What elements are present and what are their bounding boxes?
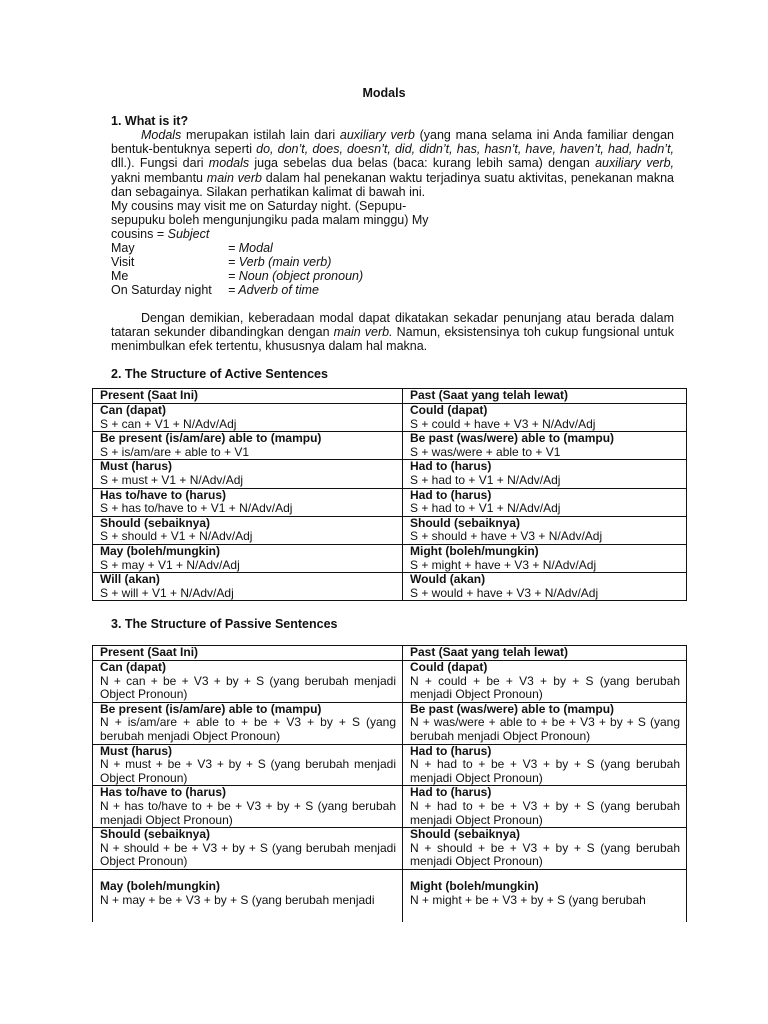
text-run: (yang mana selama ini Anda familiar dengan bentuk-bentuknya seperti: [111, 128, 675, 157]
modal-formula: S + may + V1 + N/Adv/Adj: [100, 557, 240, 572]
italic-run: auxiliary verb,: [595, 156, 674, 171]
part-word: Me: [111, 269, 129, 283]
part-row-adverb: [111, 283, 319, 297]
modal-name: Will (akan): [100, 572, 160, 587]
modal-name: Has to/have to (harus): [100, 785, 227, 800]
modal-name: Be past (was/were) able to (mampu): [410, 701, 615, 716]
modal-formula: N + is/am/are + able to + be + V3 + by + S (yang berubah menjadi Object Pronoun): [100, 715, 396, 743]
text-run: juga sebelas dua belas (baca: kurang lebih sama) dengan: [249, 156, 596, 171]
table-row: [93, 404, 687, 432]
col-header-present: Present (Saat Ini): [93, 646, 403, 661]
present-cell: [93, 544, 403, 572]
modal-formula: S + has to/have to + V1 + N/Adv/Adj: [100, 501, 293, 516]
present-cell: [93, 488, 403, 516]
active-structure-table: [92, 388, 687, 601]
table-row: [93, 432, 687, 460]
text-run: merupakan istilah lain dari: [181, 128, 340, 142]
present-cell: [93, 880, 403, 922]
italic-run: Modals: [141, 128, 182, 142]
modal-formula: S + might + have + V3 + N/Adv/Adj: [410, 557, 597, 572]
table-row: [93, 661, 687, 703]
modal-name: Be present (is/am/are) able to (mampu): [100, 701, 322, 716]
table-header-row: [93, 389, 687, 404]
table-header-row: [93, 646, 687, 661]
past-cell: [403, 516, 687, 544]
table-row: [93, 573, 687, 601]
table-row: [93, 488, 687, 516]
part-word: On Saturday night: [111, 283, 212, 297]
modal-formula: S + had to + V1 + N/Adv/Adj: [410, 501, 561, 516]
past-cell: [403, 828, 687, 870]
modal-formula: S + will + V1 + N/Adv/Adj: [100, 585, 234, 600]
present-cell: [93, 404, 403, 432]
passive-table-body: [93, 646, 687, 922]
present-cell: [93, 786, 403, 828]
modal-name: Might (boleh/mungkin): [410, 543, 539, 558]
table-row: [93, 544, 687, 572]
modal-formula: S + would + have + V3 + N/Adv/Adj: [410, 585, 599, 600]
table-row: [93, 516, 687, 544]
modal-name: Had to (harus): [410, 743, 492, 758]
italic-run: auxiliary verb: [339, 128, 415, 142]
table-row: [93, 744, 687, 786]
present-cell: [93, 828, 403, 870]
example-line-3-prefix: cousins =: [111, 227, 168, 241]
modal-name: Might (boleh/mungkin): [410, 878, 539, 893]
past-cell: [403, 661, 687, 703]
modal-formula: S + should + V1 + N/Adv/Adj: [100, 529, 253, 544]
modal-name: Should (sebaiknya): [410, 827, 521, 842]
modal-formula: S + had to + V1 + N/Adv/Adj: [410, 472, 561, 487]
modal-name: Had to (harus): [410, 459, 492, 474]
example-line-3: [111, 227, 209, 241]
active-table-body: [93, 389, 687, 601]
section-3-heading: 3. The Structure of Passive Sentences: [111, 617, 338, 631]
modal-name: Should (sebaiknya): [100, 827, 211, 842]
part-row-verb: [111, 255, 331, 269]
passive-structure-table: [92, 645, 687, 922]
modal-name: Had to (harus): [410, 487, 492, 502]
modal-name: Be present (is/am/are) able to (mampu): [100, 431, 322, 446]
present-cell: [93, 460, 403, 488]
part-role: = Adverb of time: [228, 283, 319, 297]
modal-formula: N + must + be + V3 + by + S (yang berubah menjadi Object Pronoun): [100, 757, 396, 785]
page-title: Modals: [362, 86, 406, 100]
present-cell: [93, 432, 403, 460]
modal-name: Could (dapat): [410, 403, 488, 417]
text-run: dll.). Fungsi dari: [111, 156, 209, 171]
modal-name: May (boleh/mungkin): [100, 543, 220, 558]
modal-name: Would (akan): [410, 572, 486, 587]
col-header-past: Past (Saat yang telah lewat): [403, 646, 687, 661]
modal-formula: N + had to + be + V3 + by + S (yang berubah menjadi Object Pronoun): [410, 798, 680, 827]
col-header-past: Past (Saat yang telah lewat): [403, 389, 687, 404]
present-cell: [93, 744, 403, 786]
conclusion-paragraph: [111, 311, 674, 354]
modal-formula: N + should + be + V3 + by + S (yang berubah menjadi Object Pronoun): [100, 840, 396, 869]
modal-formula: N + could + be + V3 + by + S (yang berubah menjadi Object Pronoun): [410, 673, 680, 702]
present-cell: [93, 661, 403, 703]
modal-name: Should (sebaiknya): [100, 515, 211, 530]
modal-name: Had to (harus): [410, 785, 492, 800]
table-row: [93, 828, 687, 870]
modal-formula: S + should + have + V3 + N/Adv/Adj: [410, 529, 603, 544]
present-cell: [93, 516, 403, 544]
past-cell: [403, 544, 687, 572]
italic-run: modals: [208, 156, 250, 171]
modal-formula: S + could + have + V3 + N/Adv/Adj: [410, 416, 596, 431]
part-word: Visit: [111, 255, 135, 269]
modal-name: Can (dapat): [100, 660, 166, 674]
modal-name: Should (sebaiknya): [410, 515, 521, 530]
modal-name: Has to/have to (harus): [100, 487, 227, 502]
past-cell: [403, 432, 687, 460]
table-row: [93, 702, 687, 744]
italic-run: do, don’t, does, doesn’t, did, didn’t, has, hasn’t, have, haven’t, had, hadn’t,: [256, 142, 675, 157]
present-cell: [93, 573, 403, 601]
text-run: yakni membantu: [111, 170, 207, 185]
intro-paragraph: [111, 128, 674, 199]
part-role: = Modal: [228, 241, 273, 255]
past-cell: [403, 404, 687, 432]
modal-formula: N + should + be + V3 + by + S (yang berubah menjadi Object Pronoun): [410, 840, 680, 869]
col-header-present: Present (Saat Ini): [93, 389, 403, 404]
modal-formula: S + must + V1 + N/Adv/Adj: [100, 472, 244, 487]
modal-name: Be past (was/were) able to (mampu): [410, 431, 615, 446]
modal-formula: S + is/am/are + able to + V1: [100, 444, 250, 459]
past-cell: [403, 460, 687, 488]
section-1-heading: 1. What is it?: [111, 114, 189, 128]
modal-formula: N + has to/have to + be + V3 + by + S (yang berubah menjadi Object Pronoun): [100, 798, 396, 827]
part-row-modal: [111, 241, 273, 255]
modal-formula: N + had to + be + V3 + by + S (yang berubah menjadi Object Pronoun): [410, 757, 680, 785]
table-row: [93, 460, 687, 488]
past-cell: [403, 573, 687, 601]
example-line-3-role: Subject: [167, 227, 210, 241]
modal-formula: N + can + be + V3 + by + S (yang berubah menjadi Object Pronoun): [100, 673, 396, 702]
text-run: Namun, eksistensinya toh cukup fungsional untuk menimbulkan efek tertentu, khususnya dalam hal makna.: [111, 325, 674, 354]
table-row: [93, 786, 687, 828]
example-line-2: sepupuku boleh mengunjungiku pada malam minggu) My: [111, 213, 429, 227]
past-cell: [403, 786, 687, 828]
modal-name: Must (harus): [100, 459, 172, 474]
modal-formula: S + was/were + able to + V1: [410, 444, 561, 459]
past-cell: [403, 488, 687, 516]
text-run: Dengan demikian, keberadaan modal dapat dikatakan sekadar penunjang atau berada dalam tataran sekunder dibandingkan dengan: [111, 311, 674, 340]
past-cell: [403, 702, 687, 744]
text-run: dalam hal penekanan waktu terjadinya suatu aktivitas, penekanan makna dan sebagainya. Silakan perhatikan kalimat di bawah ini.: [111, 170, 674, 199]
modal-formula: S + can + V1 + N/Adv/Adj: [100, 416, 237, 431]
part-role: = Noun (object pronoun): [228, 269, 364, 283]
modal-name: Can (dapat): [100, 403, 166, 417]
modal-name: Must (harus): [100, 743, 172, 758]
modal-formula: N + was/were + able to + be + V3 + by + S (yang berubah menjadi Object Pronoun): [410, 715, 680, 743]
table-row: [93, 880, 687, 922]
italic-run: main verb.: [333, 325, 393, 340]
modal-name: May (boleh/mungkin): [100, 878, 220, 893]
modal-formula: N + might + be + V3 + by + S (yang berubah: [410, 892, 646, 907]
example-line-1: My cousins may visit me on Saturday night. (Sepupu-: [111, 199, 407, 213]
part-word: May: [111, 241, 135, 255]
part-role: = Verb (main verb): [228, 255, 332, 269]
part-row-noun: [111, 269, 363, 283]
modal-formula: N + may + be + V3 + by + S (yang berubah menjadi: [100, 892, 375, 907]
present-cell: [93, 702, 403, 744]
section-2-heading: 2. The Structure of Active Sentences: [111, 367, 328, 381]
modal-name: Could (dapat): [410, 660, 488, 674]
past-cell: [403, 744, 687, 786]
past-cell: [403, 880, 687, 922]
italic-run: main verb: [206, 170, 262, 185]
